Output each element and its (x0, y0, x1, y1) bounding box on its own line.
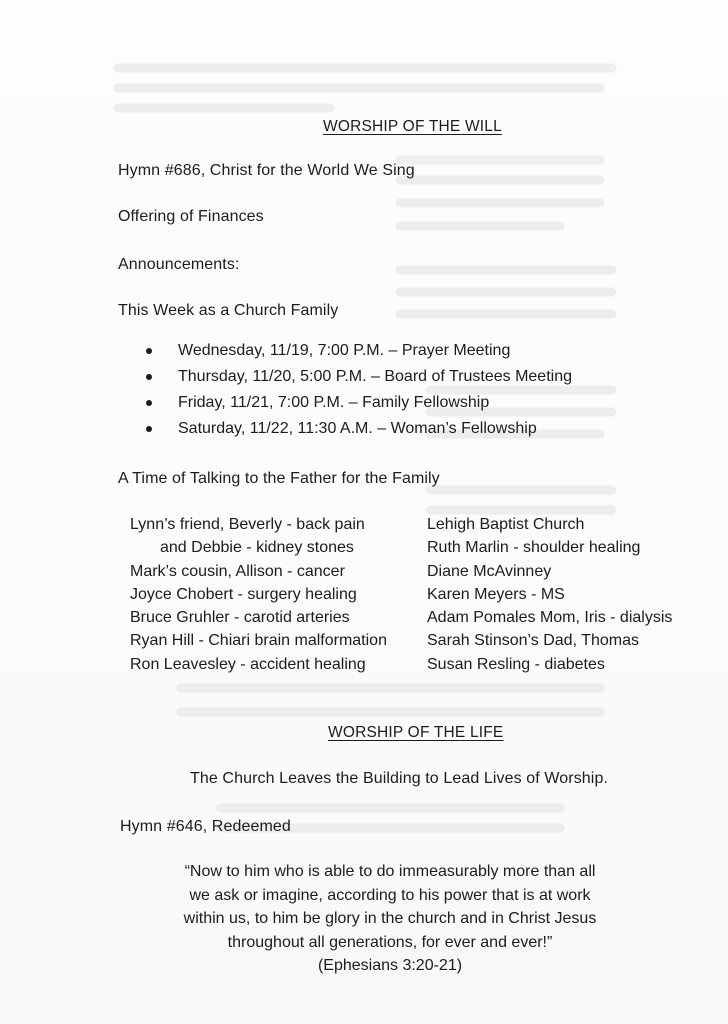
bullet-icon (146, 400, 152, 406)
bullet-icon (146, 426, 152, 432)
event-text: Thursday, 11/20, 5:00 P.M. – Board of Trustees Meeting (178, 368, 572, 385)
list-item (146, 340, 572, 366)
church-family-week-heading: This Week as a Church Family (118, 302, 339, 319)
list-item: Mark’s cousin, Allison - cancer (130, 562, 345, 580)
list-item: Ron Leavesley - accident healing (130, 655, 366, 673)
prayer-list-left (130, 514, 387, 677)
bullet-icon (146, 348, 152, 354)
event-text: Friday, 11/21, 7:00 P.M. – Family Fellowship (178, 394, 490, 411)
list-item: Joyce Chobert - surgery healing (130, 585, 357, 603)
prayer-list-right (427, 514, 672, 677)
verse-line: within us, to him be glory in the church and in Christ Jesus (183, 910, 597, 927)
verse-line: “Now to him who is able to do immeasurably more than all (184, 863, 596, 880)
list-item: and Debbie - kidney stones (160, 539, 354, 557)
prayer-heading: A Time of Talking to the Father for the Family (118, 470, 440, 487)
list-item: Ruth Marlin - shoulder healing (427, 539, 641, 557)
list-item: Karen Meyers - MS (427, 585, 565, 603)
list-item (146, 366, 572, 392)
hymn-646: Hymn #646, Redeemed (120, 818, 291, 835)
announcements-label: Announcements: (118, 256, 240, 273)
section-heading-life: WORSHIP OF THE LIFE (328, 724, 504, 741)
verse-reference: (Ephesians 3:20-21) (317, 957, 463, 974)
life-tagline: The Church Leaves the Building to Lead Lives of Worship. (190, 770, 608, 787)
list-item: Adam Pomales Mom, Iris - dialysis (427, 609, 673, 627)
scripture-verse (150, 860, 630, 978)
hymn-686: Hymn #686, Christ for the World We Sing (118, 162, 415, 179)
offering-line: Offering of Finances (118, 208, 264, 225)
section-heading-will: WORSHIP OF THE WILL (323, 118, 502, 135)
events-list (146, 340, 572, 444)
list-item: Sarah Stinson’s Dad, Thomas (427, 632, 639, 650)
list-item: Diane McAvinney (427, 562, 552, 580)
list-item: Susan Resling - diabetes (427, 655, 605, 673)
list-item (146, 418, 572, 444)
event-text: Saturday, 11/22, 11:30 A.M. – Woman’s Fellowship (178, 420, 537, 437)
verse-line: we ask or imagine, according to his power that is at work (189, 886, 591, 904)
list-item: Bruce Gruhler - carotid arteries (130, 609, 350, 627)
list-item: Ryan Hill - Chiari brain malformation (130, 632, 387, 650)
bullet-icon (146, 374, 152, 380)
list-item: Lehigh Baptist Church (427, 516, 585, 533)
list-item (146, 392, 572, 418)
list-item: Lynn’s friend, Beverly - back pain (130, 516, 365, 533)
event-text: Wednesday, 11/19, 7:00 P.M. – Prayer Meeting (178, 342, 511, 359)
verse-line: throughout all generations, for ever and ever!” (227, 933, 553, 951)
